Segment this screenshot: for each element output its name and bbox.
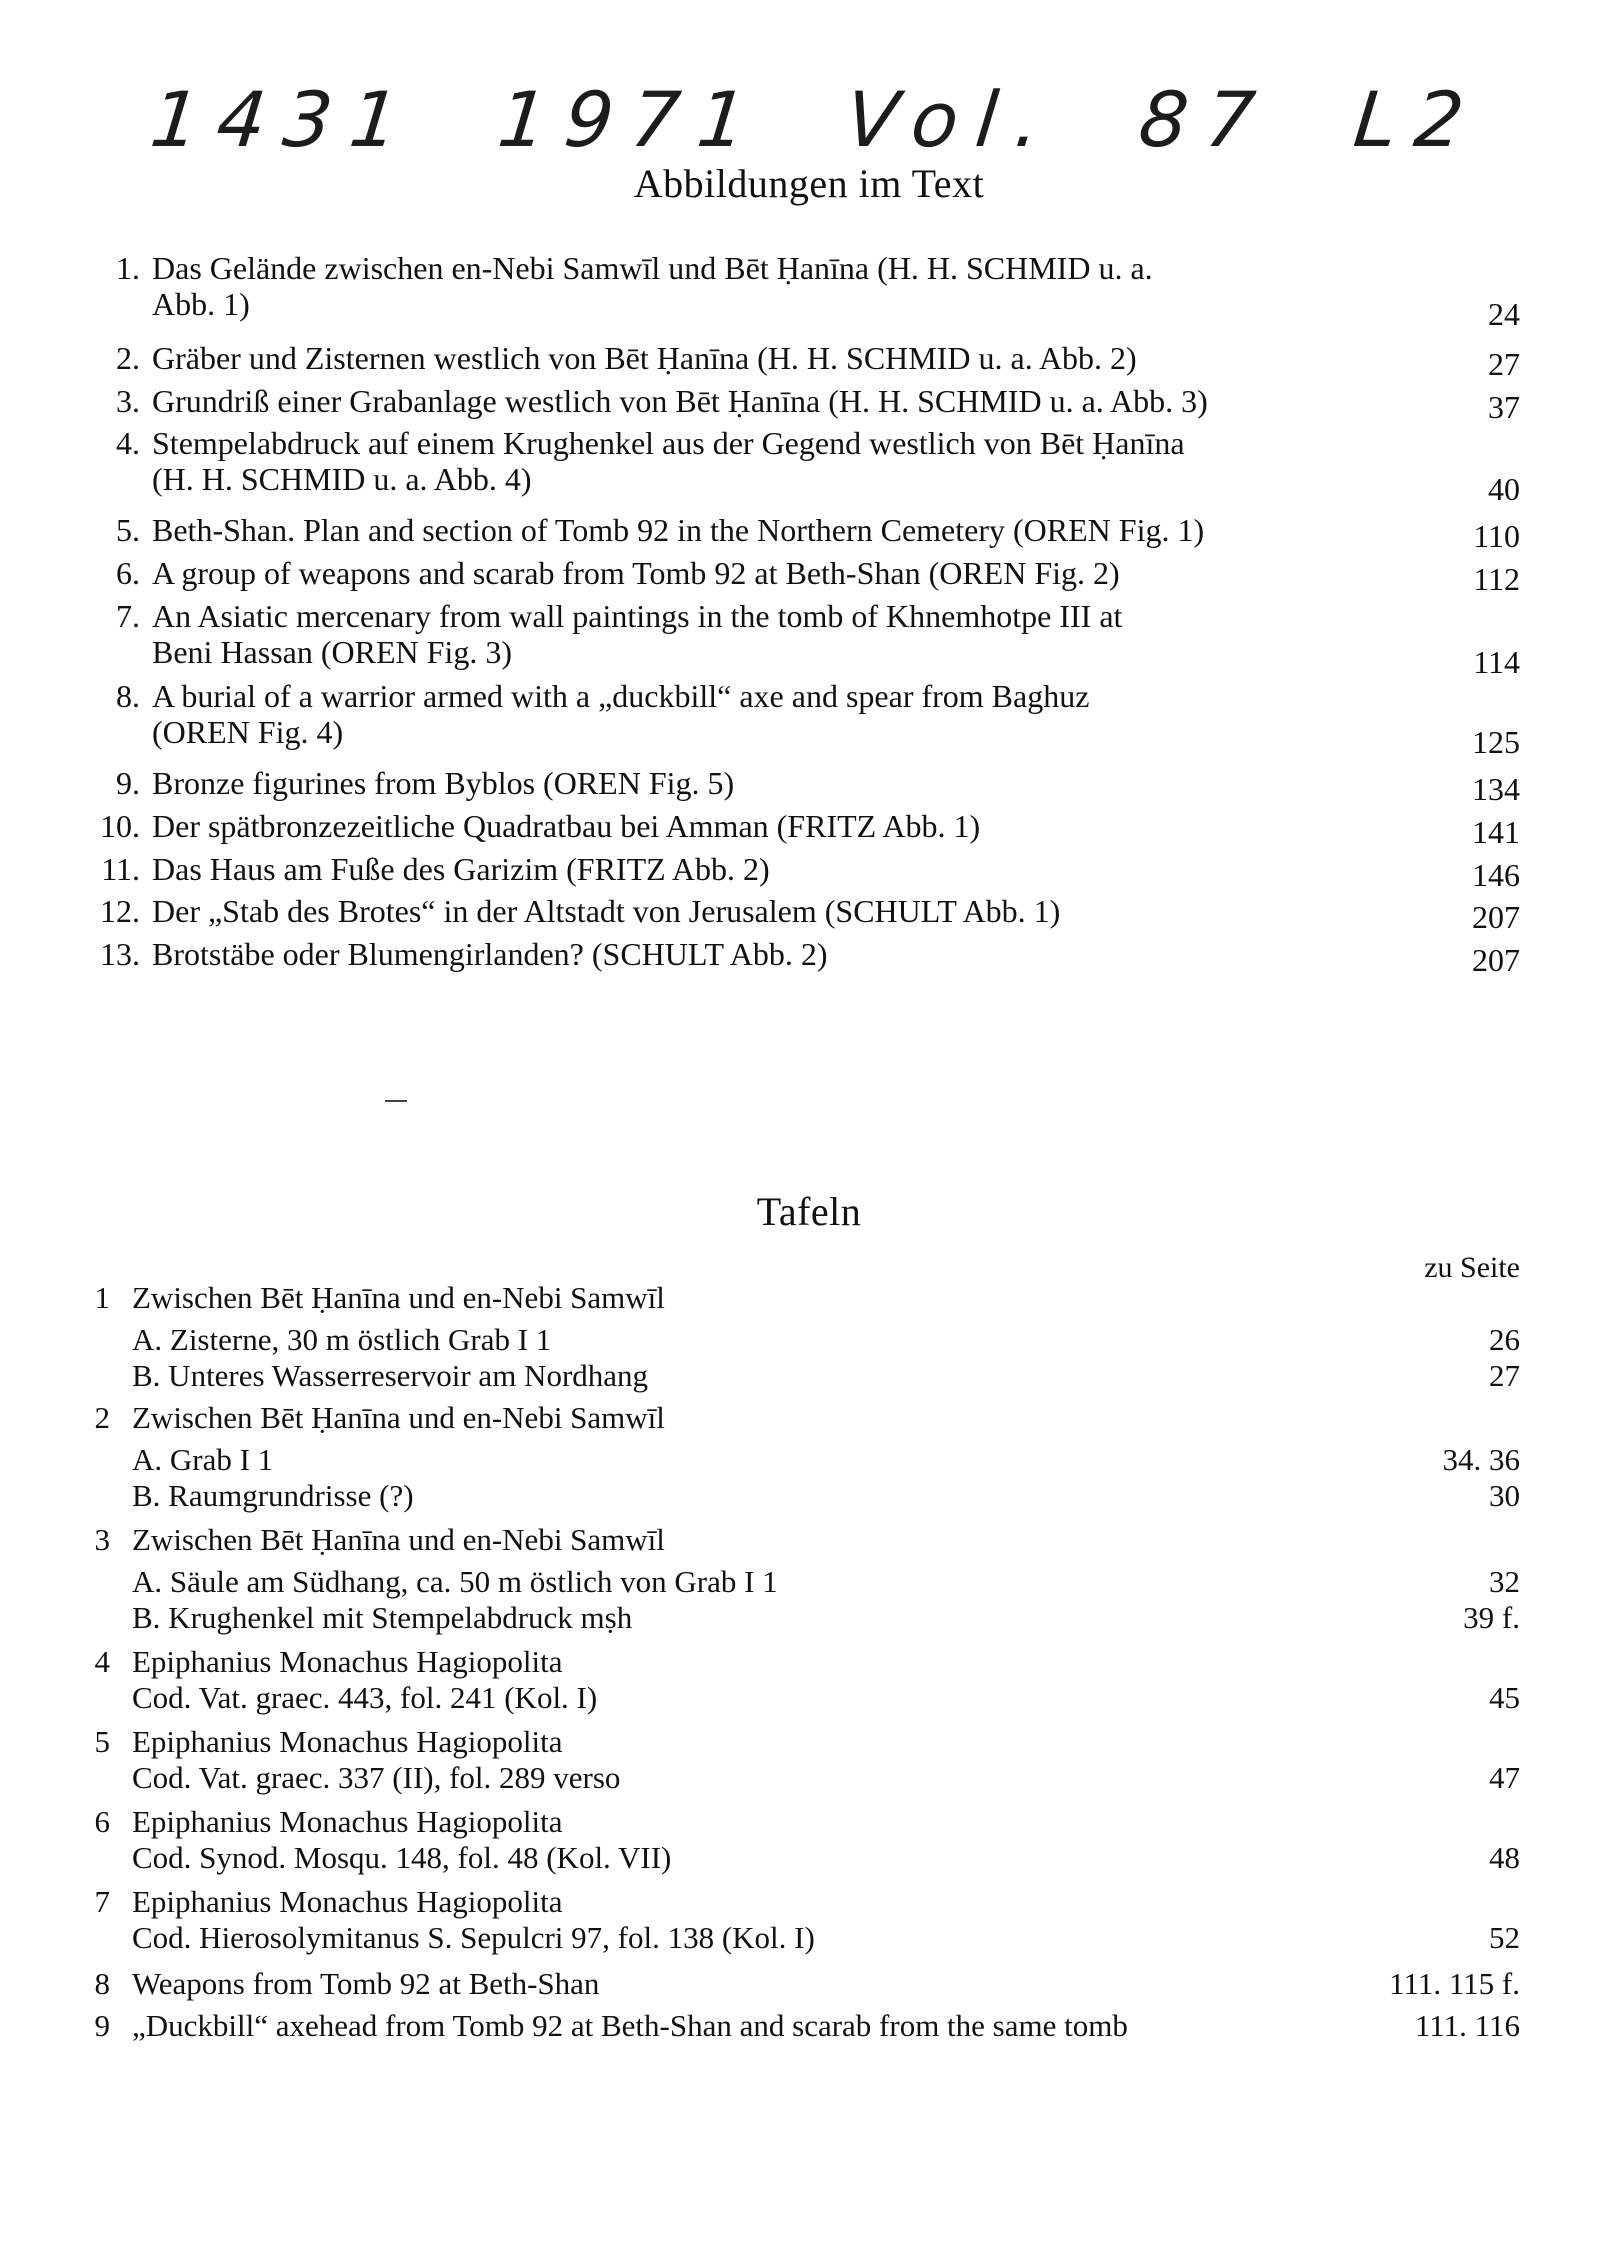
tafeln-heading: Tafeln	[756, 1189, 862, 1234]
figure-caption-line: Beth-Shan. Plan and section of Tomb 92 in the Northern Cemetery (OREN Fig. 1)	[152, 512, 1205, 548]
figure-caption	[152, 678, 1452, 750]
figure-number: 13.	[100, 936, 140, 972]
figure-page: 114	[1473, 644, 1520, 680]
figure-page: 112	[1473, 561, 1520, 597]
figure-caption-line: (OREN Fig. 4)	[152, 714, 344, 750]
figure-number: 10.	[100, 808, 140, 844]
figure-number: 12.	[100, 893, 140, 929]
plate-subentry-page: 39 f.	[1463, 1600, 1520, 1635]
abbildungen-heading: Abbildungen im Text	[633, 161, 985, 206]
figure-caption	[152, 512, 1452, 548]
figure-caption-line: A group of weapons and scarab from Tomb 92 at Beth-Shan (OREN Fig. 2)	[152, 555, 1120, 591]
plate-subentry: B. Unteres Wasserreservoir am Nordhang	[132, 1358, 649, 1393]
figure-caption-line: Das Haus am Fuße des Garizim (FRITZ Abb. 2)	[152, 851, 770, 887]
plate-title: Epiphanius Monachus Hagiopolita	[132, 1884, 563, 1919]
figure-caption-line: An Asiatic mercenary from wall paintings in the tomb of Khnemhotpe III at	[152, 598, 1123, 634]
figure-caption	[152, 851, 1452, 887]
plate-title: Zwischen Bēt Ḥanīna und en-Nebi Samwīl	[132, 1280, 665, 1315]
plate-subentry-page: 26	[1489, 1322, 1520, 1357]
plate-subentry: Cod. Vat. graec. 337 (II), fol. 289 verso	[132, 1760, 621, 1795]
plate-subentry-page: 47	[1489, 1760, 1520, 1795]
figure-caption-line: A burial of a warrior armed with a „duckbill“ axe and spear from Baghuz	[152, 678, 1090, 714]
plate-title: Zwischen Bēt Ḥanīna und en-Nebi Samwīl	[132, 1522, 665, 1557]
figure-page: 134	[1472, 771, 1520, 807]
figure-caption	[152, 383, 1452, 419]
figure-caption	[152, 555, 1452, 591]
figure-caption	[152, 598, 1452, 670]
plate-title: Epiphanius Monachus Hagiopolita	[132, 1644, 563, 1679]
figure-page: 141	[1472, 814, 1520, 850]
plate-subentry: Cod. Synod. Mosqu. 148, fol. 48 (Kol. VII)	[132, 1840, 672, 1875]
figure-caption-line: Der spätbronzezeitliche Quadratbau bei Amman (FRITZ Abb. 1)	[152, 808, 981, 844]
plate-number: 7	[94, 1884, 110, 1919]
plate-title: Epiphanius Monachus Hagiopolita	[132, 1804, 563, 1839]
figure-caption-line: Der „Stab des Brotes“ in der Altstadt von Jerusalem (SCHULT Abb. 1)	[152, 893, 1061, 929]
plate-title: Zwischen Bēt Ḥanīna und en-Nebi Samwīl	[132, 1400, 665, 1435]
plate-subentry: A. Säule am Südhang, ca. 50 m östlich von Grab I 1	[132, 1564, 778, 1599]
figure-caption	[152, 808, 1452, 844]
plate-subentry-page: 52	[1489, 1920, 1520, 1955]
plate-subentry: B. Raumgrundrisse (?)	[132, 1478, 414, 1513]
figure-caption-line: Gräber und Zisternen westlich von Bēt Ḥanīna (H. H. SCHMID u. a. Abb. 2)	[152, 340, 1137, 376]
plate-title: „Duckbill“ axehead from Tomb 92 at Beth-Shan and scarab from the same tomb	[132, 2008, 1128, 2043]
figure-number: 3.	[116, 383, 140, 419]
figure-number: 1.	[116, 250, 140, 286]
figure-number: 2.	[116, 340, 140, 376]
figure-page: 125	[1472, 724, 1520, 760]
plate-number: 3	[94, 1522, 110, 1557]
figure-page: 207	[1472, 899, 1520, 935]
figure-caption	[152, 250, 1452, 322]
figure-caption-line: Abb. 1)	[152, 286, 250, 322]
plate-page: 111. 116	[1414, 2008, 1520, 2043]
figure-number: 8.	[116, 678, 140, 714]
plate-title: Weapons from Tomb 92 at Beth-Shan	[132, 1966, 600, 2001]
plate-number: 9	[94, 2008, 110, 2043]
figure-page: 24	[1488, 296, 1520, 332]
figure-number: 5.	[116, 512, 140, 548]
plate-number: 8	[94, 1966, 110, 2001]
handwritten-note: 1431 1971 Vol. 87 L2	[146, 75, 1486, 164]
plate-number: 4	[94, 1644, 110, 1679]
figure-page: 110	[1473, 518, 1520, 554]
figure-caption-line: Beni Hassan (OREN Fig. 3)	[152, 634, 512, 670]
figure-number: 6.	[116, 555, 140, 591]
figure-caption-line: Brotstäbe oder Blumengirlanden? (SCHULT Abb. 2)	[152, 936, 828, 972]
plate-subentry: Cod. Vat. graec. 443, fol. 241 (Kol. I)	[132, 1680, 598, 1715]
figure-caption-line: Das Gelände zwischen en-Nebi Samwīl und Bēt Ḥanīna (H. H. SCHMID u. a.	[152, 250, 1153, 286]
zu-seite-column-header: zu Seite	[1424, 1251, 1520, 1284]
plate-subentry: A. Grab I 1	[132, 1442, 274, 1477]
figure-number: 4.	[116, 425, 140, 461]
figure-page: 37	[1488, 389, 1520, 425]
plate-subentry-page: 30	[1489, 1478, 1520, 1513]
figure-number: 7.	[116, 598, 140, 634]
plate-title: Epiphanius Monachus Hagiopolita	[132, 1724, 563, 1759]
plate-number: 1	[94, 1280, 110, 1315]
figure-caption-line: Stempelabdruck auf einem Krughenkel aus der Gegend westlich von Bēt Ḥanīna	[152, 425, 1185, 461]
figure-number: 9.	[116, 765, 140, 801]
figure-number: 11.	[101, 851, 140, 887]
plate-page: 111. 115 f.	[1389, 1966, 1520, 2001]
figure-caption-line: (H. H. SCHMID u. a. Abb. 4)	[152, 461, 532, 497]
figure-caption	[152, 936, 1452, 972]
plate-subentry: Cod. Hierosolymitanus S. Sepulcri 97, fol. 138 (Kol. I)	[132, 1920, 815, 1955]
plate-subentry-page: 32	[1489, 1564, 1520, 1599]
figure-page: 27	[1488, 346, 1520, 382]
figure-caption-line: Grundriß einer Grabanlage westlich von Bēt Ḥanīna (H. H. SCHMID u. a. Abb. 3)	[152, 383, 1208, 419]
figure-caption	[152, 765, 1452, 801]
figure-caption	[152, 893, 1452, 929]
plate-subentry-page: 27	[1489, 1358, 1520, 1393]
figure-caption-line: Bronze figurines from Byblos (OREN Fig. 5)	[152, 765, 735, 801]
plate-subentry: A. Zisterne, 30 m östlich Grab I 1	[132, 1322, 552, 1357]
figure-page: 40	[1488, 471, 1520, 507]
figure-page: 146	[1472, 857, 1520, 893]
figure-caption	[152, 340, 1452, 376]
plate-subentry-page: 34. 36	[1442, 1442, 1520, 1477]
divider	[385, 1100, 407, 1102]
figure-caption	[152, 425, 1452, 497]
figure-page: 207	[1472, 942, 1520, 978]
plate-subentry: B. Krughenkel mit Stempelabdruck mṣh	[132, 1600, 633, 1635]
plate-number: 5	[94, 1724, 110, 1759]
plate-number: 6	[94, 1804, 110, 1839]
plate-subentry-page: 48	[1489, 1840, 1520, 1875]
plate-number: 2	[94, 1400, 110, 1435]
plate-subentry-page: 45	[1489, 1680, 1520, 1715]
